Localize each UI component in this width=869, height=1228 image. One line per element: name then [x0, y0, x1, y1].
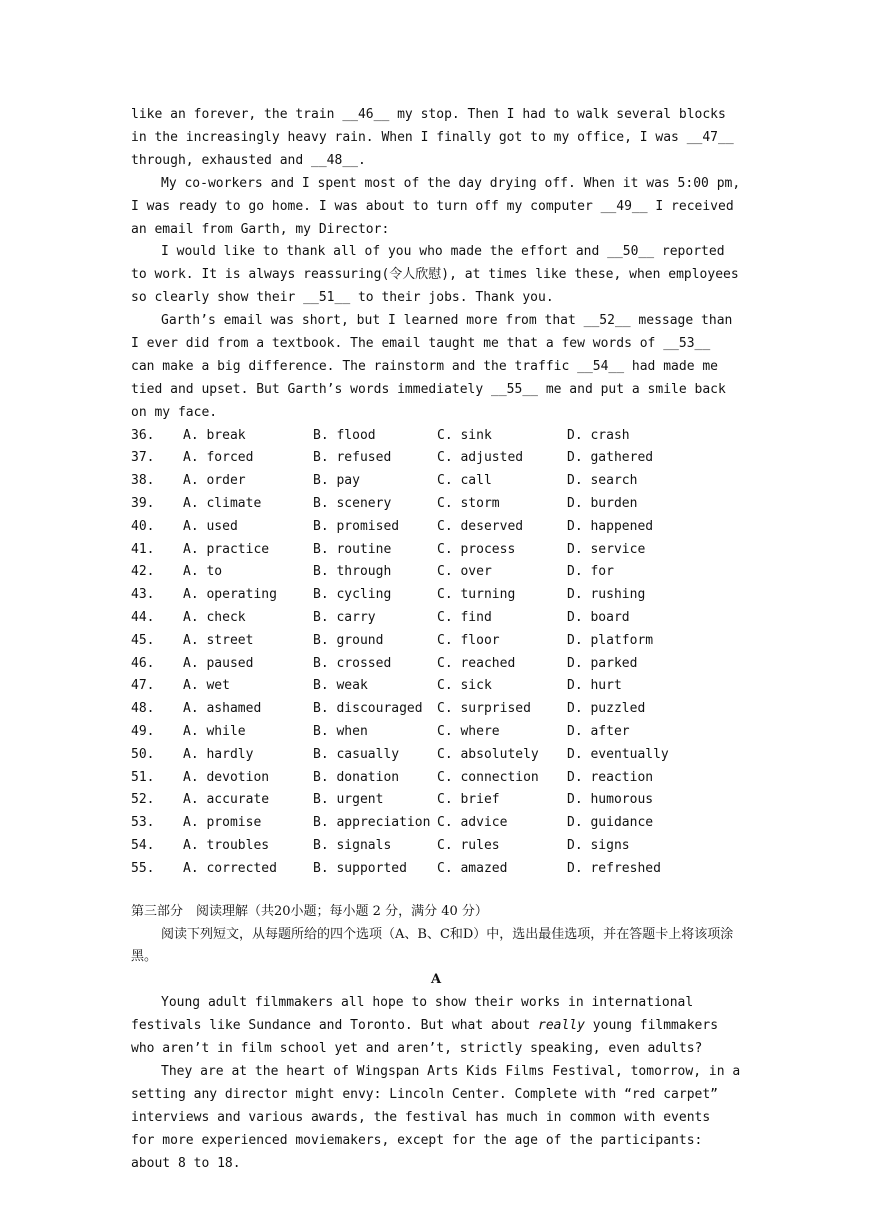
question-number: 55.: [131, 860, 155, 876]
option-c: C. find: [437, 610, 492, 626]
option-c: C. where: [437, 724, 500, 740]
question-number: 50.: [131, 746, 155, 762]
option-b: B. discouraged: [313, 701, 423, 717]
question-number: 45.: [131, 632, 155, 648]
option-c: C. amazed: [437, 860, 508, 876]
option-c: C. connection: [437, 769, 539, 785]
option-b: B. supported: [313, 860, 407, 876]
option-a: A. check: [183, 610, 246, 626]
option-a: A. break: [183, 427, 246, 443]
option-row: [131, 607, 741, 630]
option-d: D. for: [567, 564, 614, 580]
option-a: A. troubles: [183, 838, 270, 854]
exam-page: [131, 104, 749, 1176]
option-row: [131, 539, 741, 562]
option-c: C. surprised: [437, 701, 531, 717]
option-a: A. used: [183, 518, 238, 534]
reading-text: young filmmakers who aren’t in film school yet and aren’t, strictly speaking, even adults?: [131, 1018, 726, 1057]
passage-paragraph: My co-workers and I spent most of the day drying off. When it was 5:00 pm, I was ready to go home. I was about to turn off my computer __49__ I received an email from Garth, my Director:: [131, 175, 749, 237]
option-a: A. paused: [183, 655, 254, 671]
option-d: D. gathered: [567, 450, 654, 466]
option-b: B. refused: [313, 450, 392, 466]
question-number: 36.: [131, 427, 155, 443]
question-number: 52.: [131, 792, 155, 808]
emphasis-text: really: [538, 1018, 585, 1034]
option-a: A. hardly: [183, 746, 254, 762]
option-b: B. when: [313, 724, 368, 740]
question-number: 42.: [131, 564, 155, 580]
question-number: 43.: [131, 587, 155, 603]
section-heading: 第三部分 阅读理解（共20小题；每小题 2 分，满分 40 分）: [131, 903, 488, 919]
option-row: [131, 835, 741, 858]
option-a: A. while: [183, 724, 246, 740]
option-row: [131, 561, 741, 584]
option-c: C. storm: [437, 496, 500, 512]
option-b: B. pay: [313, 473, 360, 489]
option-d: D. eventually: [567, 746, 669, 762]
option-a: A. promise: [183, 815, 262, 831]
option-b: B. ground: [313, 632, 384, 648]
option-row: [131, 789, 741, 812]
option-d: D. platform: [567, 632, 654, 648]
option-d: D. happened: [567, 518, 654, 534]
option-d: D. humorous: [567, 792, 654, 808]
passage-label: A: [430, 972, 442, 988]
option-row: [131, 425, 741, 448]
option-c: C. adjusted: [437, 450, 524, 466]
question-number: 54.: [131, 838, 155, 854]
option-d: D. rushing: [567, 587, 646, 603]
option-row: [131, 675, 741, 698]
option-c: C. over: [437, 564, 492, 580]
reading-paragraph: [131, 992, 741, 1061]
question-number: 44.: [131, 610, 155, 626]
option-d: D. refreshed: [567, 860, 661, 876]
option-c: C. advice: [437, 815, 508, 831]
option-row: [131, 653, 741, 676]
option-b: B. weak: [313, 678, 368, 694]
option-b: B. through: [313, 564, 392, 580]
question-number: 53.: [131, 815, 155, 831]
option-row: [131, 470, 741, 493]
option-a: A. wet: [183, 678, 230, 694]
option-row: [131, 698, 741, 721]
option-a: A. to: [183, 564, 223, 580]
option-d: D. after: [567, 724, 630, 740]
option-c: C. floor: [437, 632, 500, 648]
section-three: [131, 901, 741, 993]
option-c: C. sink: [437, 427, 492, 443]
option-row: [131, 858, 741, 881]
passage-paragraph: Garth’s email was short, but I learned more from that __52__ message than I ever did from a textbook. The email taught me that a few words of __53__ can make a big difference. The rainstorm and the traffic __54__ had made me tied and upset. But Garth’s words immediately __55__ me and put a smile back on my face.: [131, 313, 741, 420]
question-number: 41.: [131, 541, 155, 557]
option-b: B. cycling: [313, 587, 392, 603]
option-row: [131, 447, 741, 470]
reading-paragraph: They are at the heart of Wingspan Arts Kids Films Festival, tomorrow, in a setting any director might envy: Lincoln Center. Complete with “red carpet” interviews and various awards, the festival has much in common with events for more experienced moviemakers, except for the age of the participants: about 8 to 18.: [131, 1063, 749, 1171]
question-number: 39.: [131, 496, 155, 512]
question-number: 40.: [131, 518, 155, 534]
option-b: B. scenery: [313, 496, 392, 512]
option-b: B. flood: [313, 427, 376, 443]
option-c: C. turning: [437, 587, 516, 603]
option-row: [131, 516, 741, 539]
option-d: D. burden: [567, 496, 638, 512]
option-a: A. street: [183, 632, 254, 648]
option-row: [131, 630, 741, 653]
option-c: C. rules: [437, 838, 500, 854]
cloze-passage: [131, 104, 749, 425]
option-row: [131, 584, 741, 607]
option-d: D. parked: [567, 655, 638, 671]
option-a: A. forced: [183, 450, 254, 466]
option-a: A. climate: [183, 496, 262, 512]
option-c: C. call: [437, 473, 492, 489]
option-d: D. board: [567, 610, 630, 626]
options-list: [131, 425, 741, 881]
option-d: D. hurt: [567, 678, 622, 694]
option-a: A. corrected: [183, 860, 277, 876]
option-b: B. promised: [313, 518, 400, 534]
option-a: A. ashamed: [183, 701, 262, 717]
option-a: A. devotion: [183, 769, 270, 785]
option-c: C. deserved: [437, 518, 524, 534]
question-number: 37.: [131, 450, 155, 466]
option-c: C. brief: [437, 792, 500, 808]
option-b: B. signals: [313, 838, 392, 854]
email-quote: I would like to thank all of you who made the effort and __50__ reported to work. It is always reassuring(令人欣慰), at times like these, when employees so clearly show their __51__ to their jobs. Thank you.: [131, 244, 747, 306]
option-row: [131, 744, 741, 767]
option-b: B. urgent: [313, 792, 384, 808]
option-b: B. routine: [313, 541, 392, 557]
option-c: C. absolutely: [437, 746, 539, 762]
option-d: D. guidance: [567, 815, 654, 831]
option-row: [131, 721, 741, 744]
reading-text: Young adult filmmakers all hope to show their works in international festivals like Sundance and Toronto. But what about: [131, 995, 702, 1034]
question-number: 46.: [131, 655, 155, 671]
question-number: 49.: [131, 724, 155, 740]
option-a: A. accurate: [183, 792, 270, 808]
option-a: A. order: [183, 473, 246, 489]
option-row: [131, 493, 741, 516]
option-b: B. carry: [313, 610, 376, 626]
section-instruction: 阅读下列短文，从每题所给的四个选项（A、B、C和D）中，选出最佳选项，并在答题卡上将该项涂黑。: [131, 926, 734, 965]
option-b: B. appreciation: [313, 815, 431, 831]
question-number: 38.: [131, 473, 155, 489]
option-c: C. reached: [437, 655, 516, 671]
option-a: A. practice: [183, 541, 270, 557]
passage-paragraph: like an forever, the train __46__ my stop. Then I had to walk several blocks in the increasingly heavy rain. When I finally got to my office, I was __47__ through, exhausted and __48__.: [131, 107, 742, 168]
option-d: D. service: [567, 541, 646, 557]
option-b: B. donation: [313, 769, 400, 785]
option-row: [131, 812, 741, 835]
question-number: 47.: [131, 678, 155, 694]
option-d: D. reaction: [567, 769, 654, 785]
option-b: B. crossed: [313, 655, 392, 671]
question-number: 51.: [131, 769, 155, 785]
option-d: D. signs: [567, 838, 630, 854]
option-d: D. crash: [567, 427, 630, 443]
option-row: [131, 767, 741, 790]
question-number: 48.: [131, 701, 155, 717]
option-c: C. process: [437, 541, 516, 557]
option-d: D. search: [567, 473, 638, 489]
reading-passage: [131, 992, 749, 1175]
option-c: C. sick: [437, 678, 492, 694]
option-b: B. casually: [313, 746, 400, 762]
option-a: A. operating: [183, 587, 277, 603]
option-d: D. puzzled: [567, 701, 646, 717]
